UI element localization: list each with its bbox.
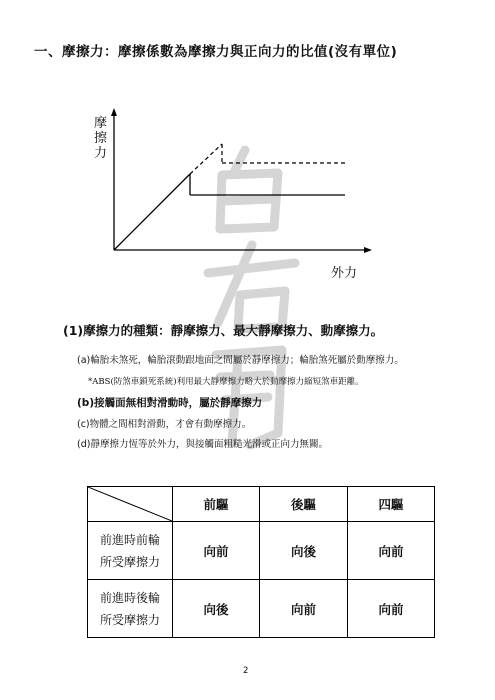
x-axis-label: 外力 [331, 266, 358, 281]
static-friction-line [114, 174, 190, 250]
note-b: (b)接觸面無相對滑動時，屬於靜摩擦力 [77, 397, 263, 409]
table-cell: 向前 [348, 522, 435, 580]
row-header-line: 前進時後輪 [99, 590, 160, 605]
page-number: 2 [243, 666, 249, 676]
note-d: (d)靜摩擦力恆等於外力，與接觸面粗糙光滑或正向力無關。 [77, 439, 328, 450]
table-cell: 向後 [260, 522, 348, 580]
column-header: 四驅 [348, 487, 435, 522]
row-header-line: 所受摩擦力 [99, 554, 160, 569]
table-cell: 向後 [173, 580, 260, 638]
table-cell: 向前 [348, 580, 435, 638]
x-axis-arrow [364, 247, 372, 253]
y-axis-label: 摩擦力 [94, 116, 108, 161]
row-header-line: 前進時前輪 [99, 532, 160, 547]
row-header [88, 522, 173, 580]
row-header [88, 580, 173, 638]
table-cell: 向前 [260, 580, 348, 638]
table-corner-cell [88, 487, 173, 522]
note-abs: *ABS(防煞車鎖死系統)利用最大靜摩擦力略大於動摩擦力縮短煞車距離。 [88, 377, 364, 387]
section-heading: 一、摩擦力：摩擦係數為摩擦力與正向力的比值(沒有單位) [34, 44, 398, 60]
column-header: 後驅 [260, 487, 348, 522]
drive-friction-table [87, 486, 435, 638]
diagonal-line [88, 487, 172, 521]
note-c: (c)物體之間相對滑動，才會有動摩擦力。 [77, 419, 252, 430]
section1-title: (1)摩擦力的種類：靜摩擦力、最大靜摩擦力、動摩擦力。 [63, 323, 384, 338]
y-axis-arrow [111, 108, 117, 116]
row-header-line: 所受摩擦力 [99, 612, 160, 627]
table-header-row [88, 487, 435, 522]
column-header: 前驅 [173, 487, 260, 522]
table-row [88, 522, 435, 580]
note-a: (a)輪胎未煞死，輪胎滾動跟地面之間屬於靜摩擦力；輪胎煞死屬於動摩擦力。 [77, 355, 404, 366]
table-cell: 向前 [173, 522, 260, 580]
table-row [88, 580, 435, 638]
